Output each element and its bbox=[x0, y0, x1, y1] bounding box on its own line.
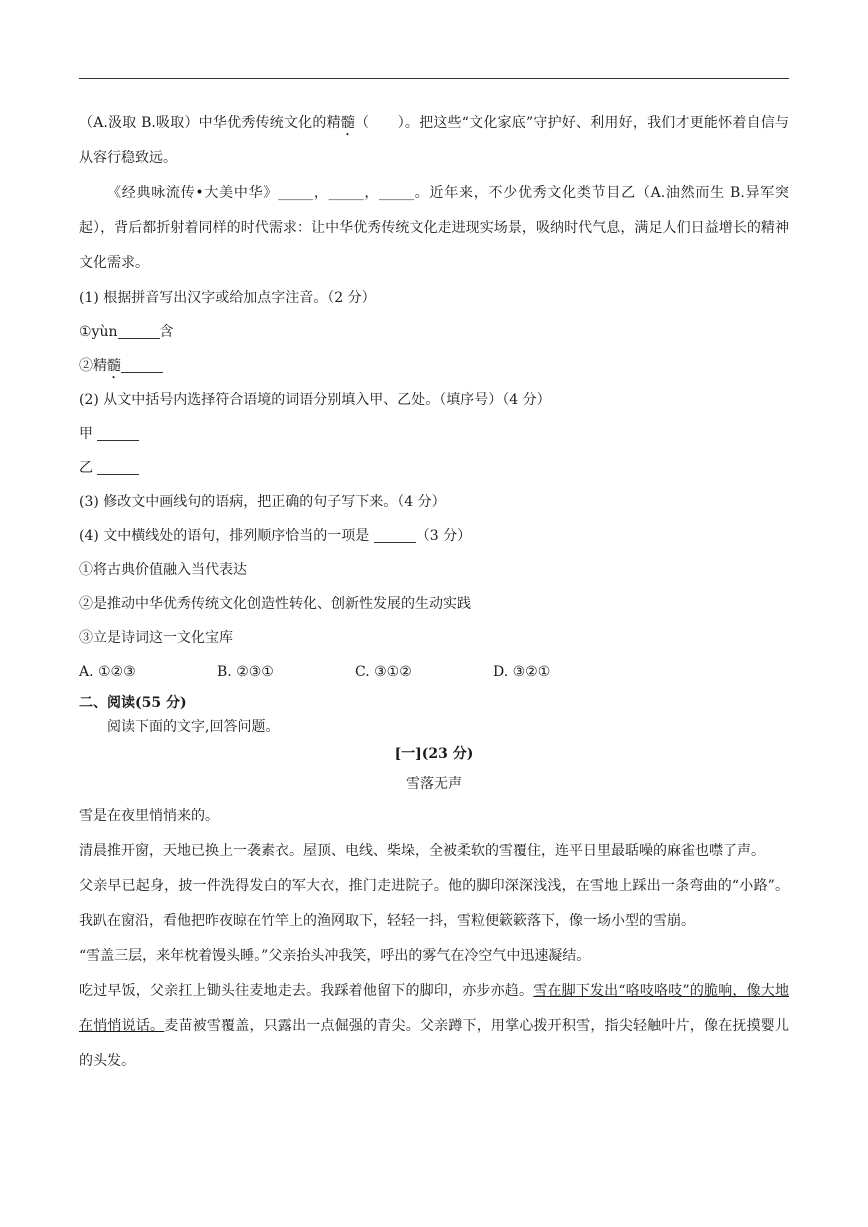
passage-text: （A.汲取 B.吸取）中华优秀传统文化的精 bbox=[79, 115, 341, 131]
section-instruction: 阅读下面的文字,回答问题。 bbox=[107, 719, 280, 735]
story-paragraph-4: “雪盖三层，来年枕着馒头睡。”父亲抬头冲我笑，呼出的雾气在冷空气中迅速凝结。 bbox=[79, 948, 591, 964]
answer-blank[interactable] bbox=[97, 458, 139, 475]
answer-blank[interactable] bbox=[121, 356, 163, 373]
answer-blank[interactable] bbox=[118, 322, 160, 339]
question-3: (3) 修改文中画线句的语病，把正确的句子写下来。（4 分） bbox=[79, 494, 446, 510]
question-1-item-b bbox=[79, 349, 789, 383]
sentence-3: ③立是诗词这一文化宝库 bbox=[79, 630, 233, 646]
question-1: (1) 根据拼音写出汉字或给加点字注音。（2 分） bbox=[79, 290, 376, 306]
question-2: (2) 从文中括号内选择符合语境的词语分别填入甲、乙处。（填序号）（4 分） bbox=[79, 392, 551, 408]
option-a[interactable]: A. ①②③ bbox=[79, 664, 136, 680]
question-1-item-a bbox=[79, 315, 789, 349]
section-heading: 二、阅读(55 分) bbox=[79, 695, 187, 711]
sentence-2: ②是推动中华优秀传统文化创造性转化、创新性发展的生动实践 bbox=[79, 596, 471, 612]
story-text: 麦苗被雪覆盖，只露出一点倔强的青尖。父亲蹲下，用掌心拨开积雪，指尖轻触叶片，像在抚摸婴儿的头发。 bbox=[79, 1018, 790, 1069]
question-4 bbox=[79, 519, 789, 553]
pinyin-text: ①yùn bbox=[79, 324, 118, 340]
option-b[interactable]: B. ②③① bbox=[217, 664, 274, 680]
question-2-item-jia bbox=[79, 417, 789, 451]
passage-paragraph-2: 《经典咏流传•大美中华》_____，_____，_____。近年来，不少优秀文化类节目乙（A.油然而生 B.异军突起），背后都折射着同样的时代需求：让中华优秀传统文化走进现实场景，吸纳时代气息，满足人们日益增长的精神文化需求。 bbox=[79, 185, 789, 271]
part-title: [一](23 分) bbox=[394, 746, 474, 762]
item-text: 含 bbox=[159, 324, 174, 340]
answer-blank[interactable] bbox=[374, 526, 416, 543]
underlined-sentence: 雪在脚下发出“咯吱咯吱”的脆响，像大地在悄悄说话。 bbox=[79, 983, 789, 1034]
item-text: ②精 bbox=[79, 358, 107, 374]
passage-text: （ ）。把这些“文化家底”守护好、利用好，我们才更能怀着自信与从容行稳致远。 bbox=[79, 115, 789, 166]
option-d[interactable]: D. ③②① bbox=[493, 664, 551, 680]
option-c[interactable]: C. ③①② bbox=[355, 664, 412, 680]
story-text: 吃过早饭，父亲扛上锄头往麦地走去。我踩着他留下的脚印，亦步亦趋。 bbox=[79, 983, 534, 999]
story-paragraph-1: 雪是在夜里悄悄来的。 bbox=[79, 808, 219, 824]
item-label: 甲 bbox=[79, 426, 93, 442]
exam-page bbox=[79, 106, 789, 1079]
dotted-char: 髓 bbox=[340, 115, 356, 131]
dotted-char: 髓 bbox=[107, 358, 121, 374]
answer-options bbox=[79, 655, 789, 689]
question-score: （3 分） bbox=[415, 528, 472, 544]
question-2-item-yi bbox=[79, 451, 789, 485]
story-paragraph-2: 清晨推开窗，天地已换上一袭素衣。屋顶、电线、柴垛，全被柔软的雪覆住，连平日里最聒噪的麻雀也噤了声。 bbox=[79, 843, 765, 859]
story-paragraph-3: 父亲早已起身，披一件洗得发白的军大衣，推门走进院子。他的脚印深深浅浅，在雪地上踩出一条弯曲的“小路”。我趴在窗沿，看他把昨夜晾在竹竿上的渔网取下，轻轻一抖，雪粒便簌簌落下，像一场小型的雪崩。 bbox=[79, 878, 789, 929]
answer-blank[interactable] bbox=[97, 424, 139, 441]
item-label: 乙 bbox=[79, 460, 93, 476]
story-title: 雪落无声 bbox=[406, 776, 462, 792]
header-rule bbox=[79, 78, 789, 79]
sentence-1: ①将古典价值融入当代表达 bbox=[79, 562, 247, 578]
story-paragraph-5 bbox=[79, 974, 789, 1079]
passage-paragraph-1 bbox=[79, 106, 789, 176]
question-text: (4) 文中横线处的语句，排列顺序恰当的一项是 bbox=[79, 528, 370, 544]
